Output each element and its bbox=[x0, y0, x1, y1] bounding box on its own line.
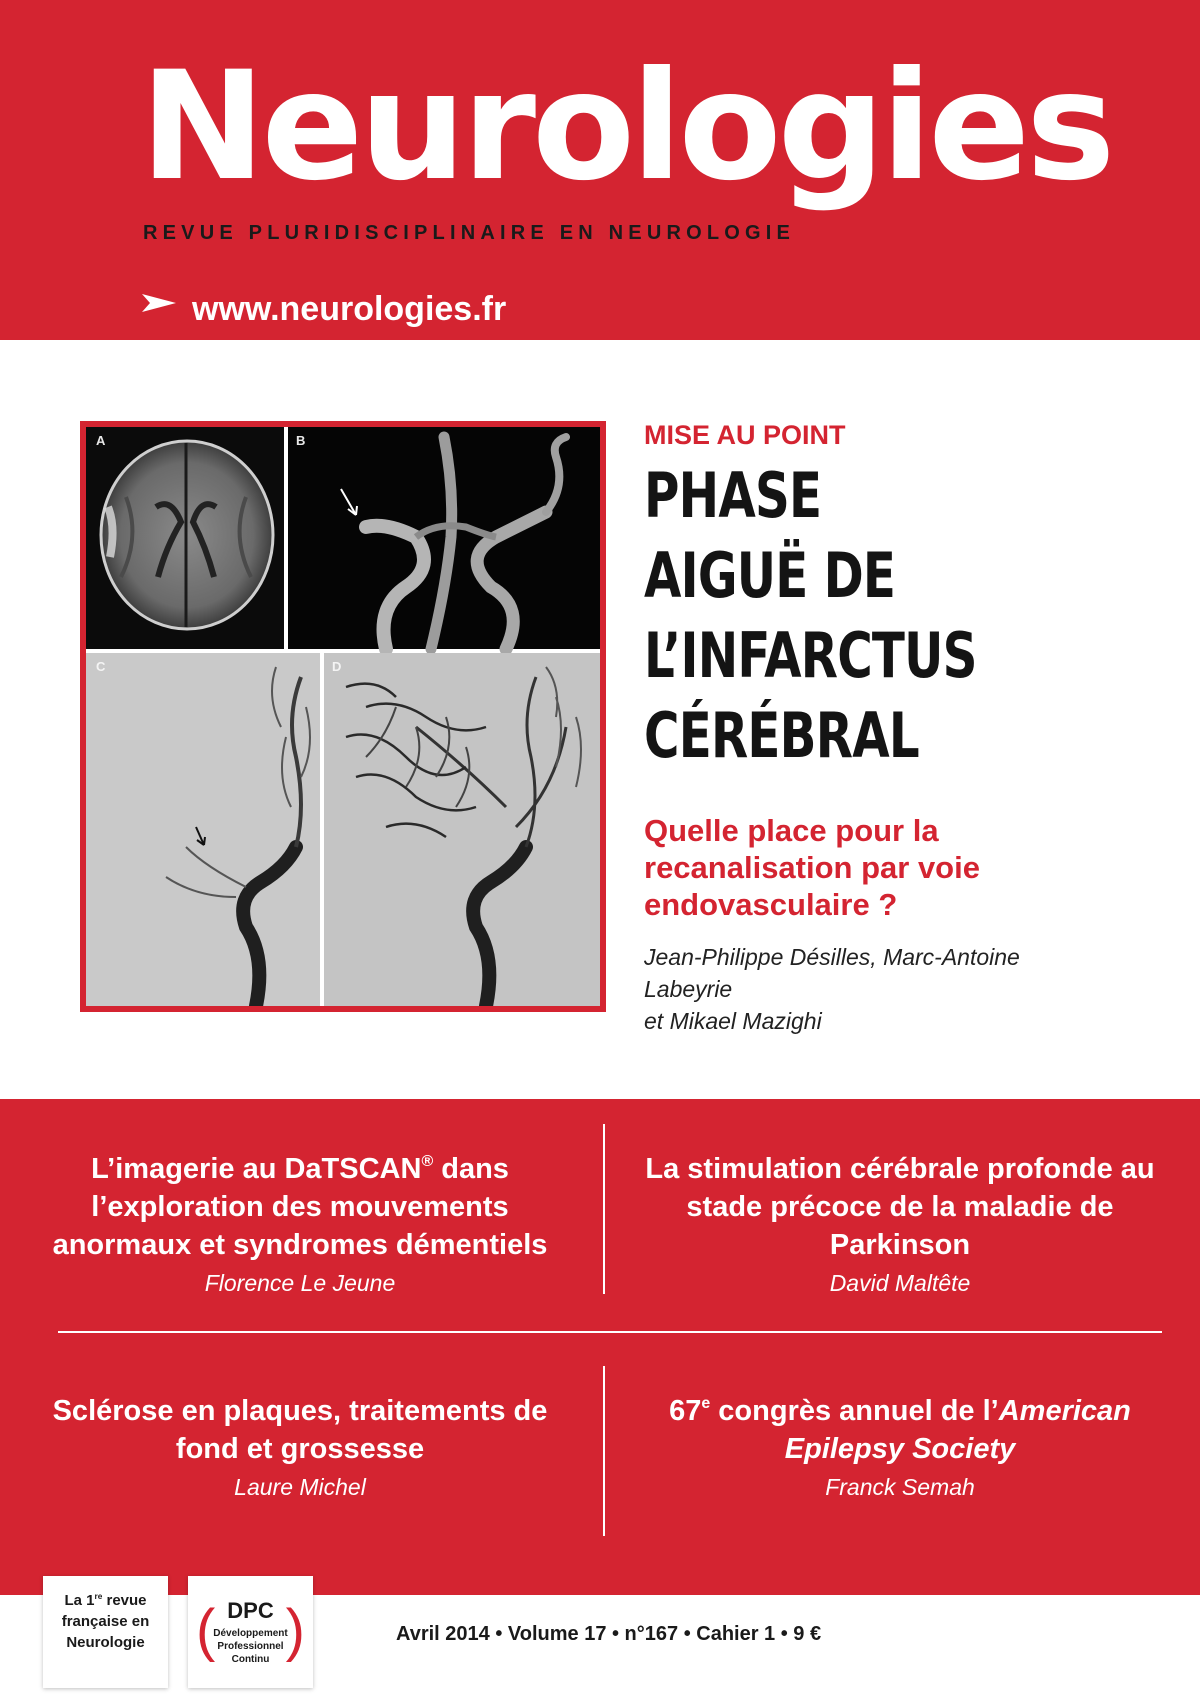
panel-label-a: A bbox=[96, 433, 106, 448]
arrow-right-icon bbox=[142, 292, 176, 314]
panel-label-b: B bbox=[296, 433, 306, 448]
journal-title: Neurologies bbox=[140, 40, 1112, 214]
badge-text: revue bbox=[102, 1592, 147, 1609]
cover-figure bbox=[80, 421, 606, 1012]
column-divider bbox=[603, 1366, 605, 1536]
feature-authors-line: et Mikael Mazighi bbox=[644, 1008, 822, 1034]
website-link[interactable]: www.neurologies.fr bbox=[192, 290, 507, 328]
article-title-text: L’imagerie au DaTSCAN bbox=[91, 1153, 422, 1185]
article-author: Franck Semah bbox=[825, 1474, 975, 1500]
dpc-line: Développement bbox=[213, 1628, 288, 1639]
feature-rubric: MISE AU POINT bbox=[644, 420, 846, 450]
article-title-text: dans l’exploration des mouvements anormaux et syndromes démentiels bbox=[52, 1153, 548, 1261]
ordinal-suffix: e bbox=[701, 1395, 711, 1413]
row-divider bbox=[58, 1331, 1162, 1333]
registered-mark: ® bbox=[421, 1153, 434, 1171]
first-review-badge bbox=[43, 1576, 168, 1688]
feature-title bbox=[644, 456, 995, 776]
article-title bbox=[640, 1392, 1160, 1468]
article-datscan[interactable] bbox=[40, 1150, 560, 1298]
feature-subtitle: Quelle place pour la recanalisation par voie endovasculaire ? bbox=[644, 813, 980, 922]
dpc-title: DPC bbox=[227, 1598, 274, 1623]
article-title-italic: American Epilepsy Society bbox=[784, 1395, 1131, 1465]
feature-title-line: PHASE bbox=[644, 459, 822, 532]
article-author: Laure Michel bbox=[234, 1474, 366, 1500]
article-author: David Maltête bbox=[829, 1270, 971, 1296]
article-stimulation[interactable] bbox=[640, 1150, 1160, 1298]
article-title: La stimulation cérébrale profonde au stade précoce de la maladie de Parkinson bbox=[645, 1153, 1155, 1261]
article-author: Florence Le Jeune bbox=[204, 1270, 396, 1296]
article-title-text: 67 bbox=[669, 1395, 702, 1427]
dpc-badge bbox=[188, 1576, 313, 1688]
right-paren-icon: ) bbox=[285, 1598, 305, 1663]
masthead-band bbox=[0, 0, 1200, 340]
feature-authors-line: Jean-Philippe Désilles, Marc-Antoine Labeyrie bbox=[644, 944, 1020, 1002]
article-epilepsy[interactable] bbox=[640, 1392, 1160, 1502]
feature-authors bbox=[644, 941, 1104, 1037]
badge-text: Neurologie bbox=[66, 1634, 145, 1651]
figure-panels bbox=[86, 427, 600, 1006]
feature-title-line: CÉRÉBRAL bbox=[644, 699, 919, 772]
dpc-line: Continu bbox=[231, 1654, 270, 1665]
feature-title-line: L’INFARCTUS bbox=[644, 619, 977, 692]
journal-tagline: REVUE PLURIDISCIPLINAIRE EN NEUROLOGIE bbox=[143, 222, 796, 244]
issue-info: Avril 2014 • Volume 17 • n°167 • Cahier 1 • 9 € bbox=[396, 1623, 822, 1645]
panel-label-c: C bbox=[96, 659, 106, 674]
dpc-line: Professionnel bbox=[217, 1641, 284, 1652]
badge-text: française en bbox=[61, 1613, 150, 1630]
badge-text: La 1 bbox=[64, 1592, 95, 1609]
feature-title-line: AIGUË DE bbox=[644, 539, 896, 612]
badge-text: re bbox=[94, 1591, 103, 1601]
article-sclerose[interactable] bbox=[50, 1392, 550, 1502]
column-divider bbox=[603, 1124, 605, 1294]
panel-label-d: D bbox=[332, 659, 342, 674]
left-paren-icon: ( bbox=[196, 1598, 216, 1663]
article-title bbox=[40, 1150, 560, 1264]
article-title-text: congrès annuel de l’ bbox=[710, 1395, 999, 1427]
article-title: Sclérose en plaques, traitements de fond et grossesse bbox=[52, 1395, 548, 1465]
